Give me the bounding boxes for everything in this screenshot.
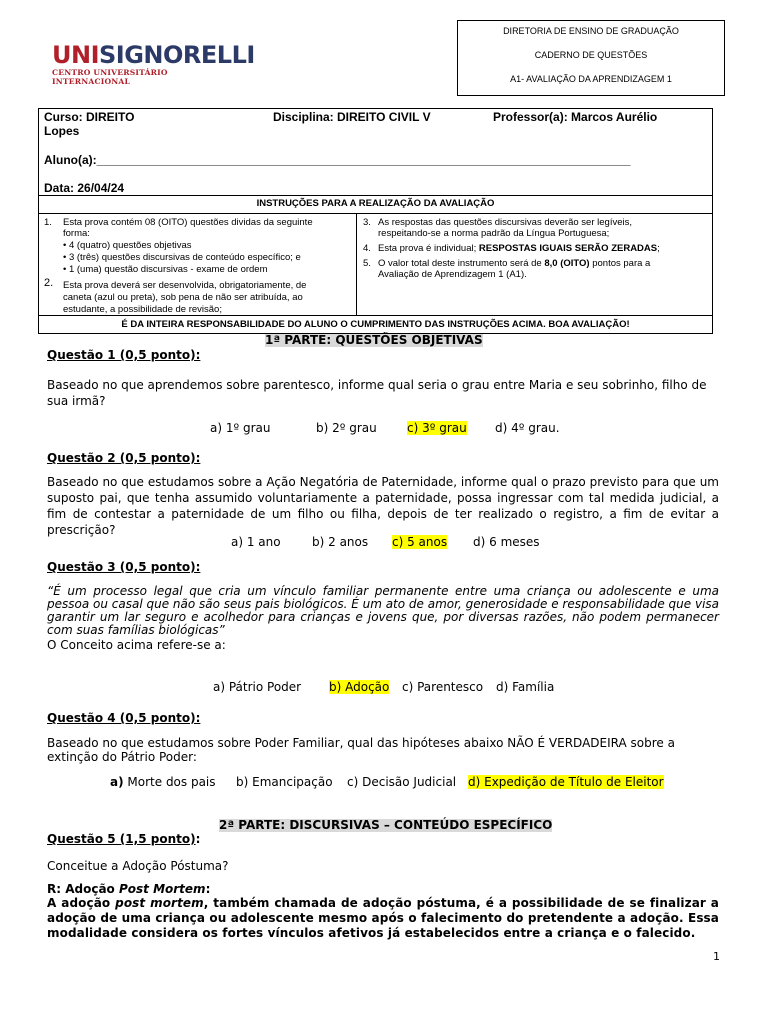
bullet-item: • 1 (uma) questão discursivas - exame de ordem xyxy=(63,264,268,275)
question-4-text: Baseado no que estudamos sobre Poder Familiar, qual das hipóteses abaixo NÃO É VERDADEIRA sobre a extinção do Pátrio Poder: xyxy=(47,736,675,764)
q3-option-d: d) Família xyxy=(496,680,555,694)
bullet-icon: • xyxy=(63,252,67,263)
item-number: 3. xyxy=(363,217,371,228)
q4-option-b: b) Emancipação xyxy=(236,775,333,789)
university-logo xyxy=(52,41,255,86)
instruction-text: Esta prova contém 08 (OITO) questões dividas da seguinte xyxy=(63,217,313,228)
question-5-text: Conceitue a Adoção Póstuma? xyxy=(47,859,229,873)
instruction-text: caneta (azul ou preta), sob pena de não ser atribuída, ao xyxy=(63,292,303,303)
q1-option-a: a) 1º grau xyxy=(210,421,271,435)
item-number: 4. xyxy=(363,243,371,254)
answer-label: R: Adoção Post Mortem: xyxy=(47,882,211,896)
question-5-title: Questão 5 (1,5 ponto): xyxy=(47,832,201,846)
question-1-text: Baseado no que aprendemos sobre parentesco, informe qual seria o grau entre Maria e seu sobrinho, filho de sua irmã? xyxy=(47,378,707,408)
professor-label-cont: Lopes xyxy=(44,124,80,138)
divider xyxy=(39,195,712,196)
question-3-title: Questão 3 (0,5 ponto): xyxy=(47,560,201,574)
q1-option-b: b) 2º grau xyxy=(316,421,377,435)
q4-option-a: a) Morte dos pais xyxy=(110,775,216,789)
bullet-icon: • xyxy=(63,264,67,275)
q1-option-c-highlighted: c) 3º grau xyxy=(407,421,467,435)
header-box xyxy=(457,20,725,96)
question-3-quote: “É um processo legal que cria um vínculo familiar permanente entre uma criança ou adolescente e uma pessoa ou casal que não são seus pais biológicos. É um ato de amor, generosidade e responsabilidade que visa garantir um lar seguro e acolhedor para crianças e jovens que, por diversas razões, não podem permanecer com suas famílias biológicas” xyxy=(47,584,720,637)
curso-label: Curso: DIREITO xyxy=(44,110,135,124)
header-line-2: CADERNO DE QUESTÕES xyxy=(534,50,648,60)
instruction-text: forma: xyxy=(63,228,90,239)
q3-option-b-highlighted: b) Adoção xyxy=(329,680,390,694)
logo-subtitle: CENTRO UNIVERSITÁRIO INTERNACIONAL xyxy=(52,68,168,86)
part2-title: 2ª PARTE: DISCURSIVAS – CONTEÚDO ESPECÍFICO xyxy=(219,818,553,832)
aluno-field: Aluno(a):________________________________________________________________________________ xyxy=(44,153,631,167)
instruction-text: Esta prova deverá ser desenvolvida, obrigatoriamente, de xyxy=(63,280,307,291)
bullet-icon: • xyxy=(63,240,67,251)
instructions-title: INSTRUÇÕES PARA A REALIZAÇÃO DA AVALIAÇÃO xyxy=(256,198,495,209)
question-1-title: Questão 1 (0,5 ponto): xyxy=(47,348,201,362)
divider xyxy=(39,213,712,214)
instruction-text: Avaliação de Aprendizagem 1 (A1). xyxy=(378,269,527,280)
data-label: Data: 26/04/24 xyxy=(44,181,125,195)
disciplina-label: Disciplina: DIREITO CIVIL V xyxy=(273,110,431,124)
column-divider xyxy=(356,213,357,315)
logo-wordmark: UNISIGNORELLI xyxy=(52,41,255,69)
q4-option-c: c) Decisão Judicial xyxy=(347,775,457,789)
q2-option-a: a) 1 ano xyxy=(231,535,281,549)
item-number: 2. xyxy=(44,277,54,289)
q3-option-a: a) Pátrio Poder xyxy=(213,680,302,694)
professor-label: Professor(a): Marcos Aurélio xyxy=(493,110,658,124)
instruction-text: As respostas das questões discursivas deverão ser legíveis, xyxy=(378,217,632,228)
q3-option-c: c) Parentesco xyxy=(402,680,484,694)
q2-option-d: d) 6 meses xyxy=(473,535,540,549)
item-number: 1. xyxy=(44,217,52,228)
question-2-text: Baseado no que estudamos sobre a Ação Negatória de Paternidade, informe qual o prazo previsto para que um suposto pai, que tenha assumido voluntariamente a paternidade, possa ingressar com tal medida judicial, a fim de contestar a paternidade de um filho ou filha, depois de ter realizado o registro, a fim de evitar a prescrição? xyxy=(47,475,719,537)
question-3-text: O Conceito acima refere-se a: xyxy=(47,638,226,652)
page-number: 1 xyxy=(713,950,720,963)
bullet-item: • 3 (três) questões discursivas de conteúdo específico; e xyxy=(63,252,301,263)
question-4-title: Questão 4 (0,5 ponto): xyxy=(47,711,201,725)
exam-info-table xyxy=(38,108,713,334)
part1-title: 1ª PARTE: QUESTÕES OBJETIVAS xyxy=(265,333,483,347)
q4-option-d-highlighted: d) Expedição de Título de Eleitor xyxy=(468,775,664,789)
q2-option-c-highlighted: c) 5 anos xyxy=(392,535,448,549)
item-number: 5. xyxy=(363,258,371,269)
header-line-1: DIRETORIA DE ENSINO DE GRADUAÇÃO xyxy=(503,26,679,36)
header-line-3: A1- AVALIAÇÃO DA APRENDIZAGEM 1 xyxy=(510,74,672,84)
question-2-title: Questão 2 (0,5 ponto): xyxy=(47,451,201,465)
q1-option-d: d) 4º grau. xyxy=(495,421,560,435)
bullet-item: • 4 (quatro) questões objetivas xyxy=(63,240,192,251)
instruction-text: O valor total deste instrumento será de 8,0 (OITO) pontos para a xyxy=(378,258,651,269)
responsibility-note: É DA INTEIRA RESPONSABILIDADE DO ALUNO O CUMPRIMENTO DAS INSTRUÇÕES ACIMA. BOA AVALIAÇÃO! xyxy=(121,319,630,330)
instruction-text: estudante, a possibilidade de revisão; xyxy=(63,304,222,315)
answer-text: A adoção post mortem, também chamada de adoção póstuma, é a possibilidade de se finalizar a adoção de uma criança ou adolescente mesmo após o falecimento do pretendente a adoção. Essa modalidade considera os fortes vínculos afetivos já estabelecidos entre a criança e o falecido. xyxy=(47,896,719,940)
instruction-text: respeitando-se a norma padrão da Língua Portuguesa; xyxy=(378,228,610,239)
q2-option-b: b) 2 anos xyxy=(312,535,369,549)
divider xyxy=(39,315,712,316)
instruction-text: Esta prova é individual; RESPOSTAS IGUAIS SERÃO ZERADAS; xyxy=(378,243,660,254)
